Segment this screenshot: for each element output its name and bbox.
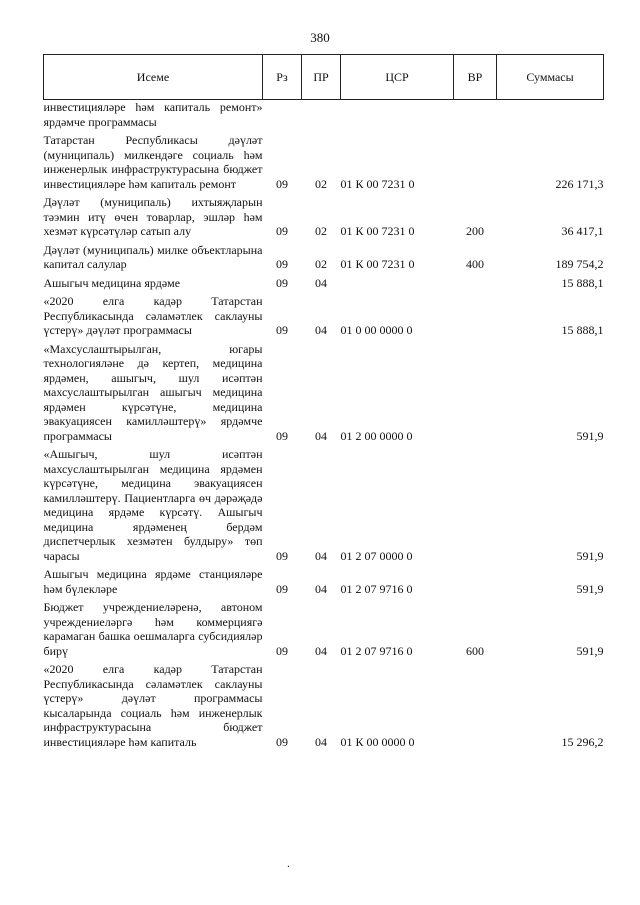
cell-name: «Махсуслаштырылган, югары технологияләне дә кертеп, медицина ярдәмен, ашыгыч, шул исәптән махсуслаштырылган ашыгыч медицина ярдәмен күрсәтүне, медицина эвакуациясен камилләштерү» ярдәмче программасы [43,341,263,443]
table-row [44,658,604,749]
cell-vr: 200 [466,224,484,238]
cell-rz: 09 [276,257,288,271]
cell-sum: 591,9 [576,548,604,563]
cell-vr [454,272,497,291]
cell-sum: 591,9 [576,428,604,443]
header-vr: ВР [454,55,497,100]
cell-rz: 09 [276,734,288,749]
table-row [44,129,604,191]
cell-rz: 09 [276,275,288,290]
table-body [44,100,604,750]
cell-rz: 09 [276,176,288,191]
table-row [44,596,604,658]
budget-table [43,54,604,749]
cell-pr: 04 [315,548,327,563]
cell-name: «Ашыгыч, шул исәптән махсуслаштырылган медицина ярдәмен күрсәтүне, медицина эвакуациясен камилләштерү. Пациентларга өч дәрәҗәдә медицина ярдәме күрсәтү. Ашыгыч медицина ярдәменең бердәм диспетчерлык хезмәтен булдыру» төп чарасы [43,447,263,563]
cell-rz: 09 [276,548,288,563]
cell-pr: 02 [315,224,327,238]
cell-rz [263,100,302,130]
cell-name: Бюджет учреждениеләренә, автоном учреждениеләргә һәм коммерциягә карамаган башка оешмаларга субсидияләр бирү [43,600,263,658]
cell-pr [302,100,341,130]
cell-csr [341,100,454,130]
cell-pr: 04 [315,275,327,290]
table-row [44,191,604,239]
cell-vr [454,443,497,563]
table-row [44,290,604,338]
table-row [44,443,604,563]
cell-name: Ашыгыч медицина ярдәме станцияләре һәм бүлекләре [43,567,263,596]
cell-name: «2020 елга кадәр Татарстан Республикасында сәламәтлек саклауны үстерү» дәүләт программасы кысаларында социаль һәм инженерлык инфраструктурасына бюджет инвестицияләре һәм капиталь [43,662,263,749]
cell-csr: 01 2 00 0000 0 [340,428,413,443]
cell-name: инвестицияләре һәм капиталь ремонт» ярдәмче программасы [43,100,263,129]
cell-pr: 04 [315,581,327,596]
cell-vr [454,338,497,444]
table-row [44,338,604,444]
cell-vr: 600 [466,643,484,658]
footer-mark: . [287,856,290,870]
cell-sum: 15 888,1 [561,275,604,290]
cell-vr [454,100,497,130]
cell-sum: 189 754,2 [555,257,604,271]
cell-rz: 09 [276,428,288,443]
table-row [44,272,604,291]
cell-sum: 36 417,1 [561,224,604,238]
cell-name: Татарстан Республикасы дәүләт (муниципаль) милкендәге социаль һәм инженерлык инфраструктурасына бюджет инвестицияләре һәм капиталь ремонт [43,133,263,191]
cell-rz: 09 [276,224,288,238]
cell-csr: 01 2 07 9716 0 [340,643,413,658]
cell-rz: 09 [276,323,288,337]
header-pr: ПР [302,55,341,100]
cell-sum: 15 296,2 [561,734,604,749]
cell-pr: 04 [315,428,327,443]
cell-sum [497,100,604,130]
cell-rz: 09 [276,581,288,596]
cell-name: Дәүләт (муниципаль) ихтыяҗларын тәэмин итү өчен товарлар, эшләр һәм хезмәт күрсәтүләр сатып алу [43,195,263,238]
cell-vr [454,563,497,596]
cell-vr: 400 [466,257,484,271]
cell-csr: 01 К 00 0000 0 [340,734,415,749]
table-row [44,239,604,272]
cell-pr: 02 [315,257,327,271]
cell-sum: 591,9 [576,581,604,596]
header-name: Исеме [44,55,263,100]
cell-sum: 591,9 [576,643,604,658]
page-number: 380 [310,30,330,45]
cell-rz: 09 [276,643,288,658]
cell-sum: 15 888,1 [561,323,604,337]
cell-vr [454,290,497,338]
cell-csr: 01 0 00 0000 0 [340,323,413,337]
header-rz: Рз [263,55,302,100]
cell-name: Ашыгыч медицина ярдәме [43,275,181,290]
cell-pr: 02 [315,176,327,191]
cell-name: «2020 елга кадәр Татарстан Республикасында сәламәтлек саклауны үстерү» дәүләт программасы [43,294,263,337]
cell-vr [454,129,497,191]
header-csr: ЦСР [341,55,454,100]
table-row [44,100,604,130]
cell-csr: 01 К 00 7231 0 [340,224,415,238]
cell-csr: 01 2 07 9716 0 [340,581,413,596]
cell-pr: 04 [315,643,327,658]
table-row [44,563,604,596]
budget-table-container [43,54,603,749]
cell-vr [454,658,497,749]
table-header-row [44,55,604,100]
cell-sum: 226 171,3 [555,176,604,191]
header-sum: Суммасы [497,55,604,100]
cell-csr: 01 К 00 7231 0 [340,176,415,191]
cell-csr: 01 К 00 7231 0 [340,257,415,271]
cell-csr: 01 2 07 0000 0 [340,548,413,563]
cell-csr [341,272,454,291]
cell-pr: 04 [315,323,327,337]
cell-name: Дәүләт (муниципаль) милке объектларына капитал салулар [43,242,263,271]
cell-pr: 04 [315,734,327,749]
